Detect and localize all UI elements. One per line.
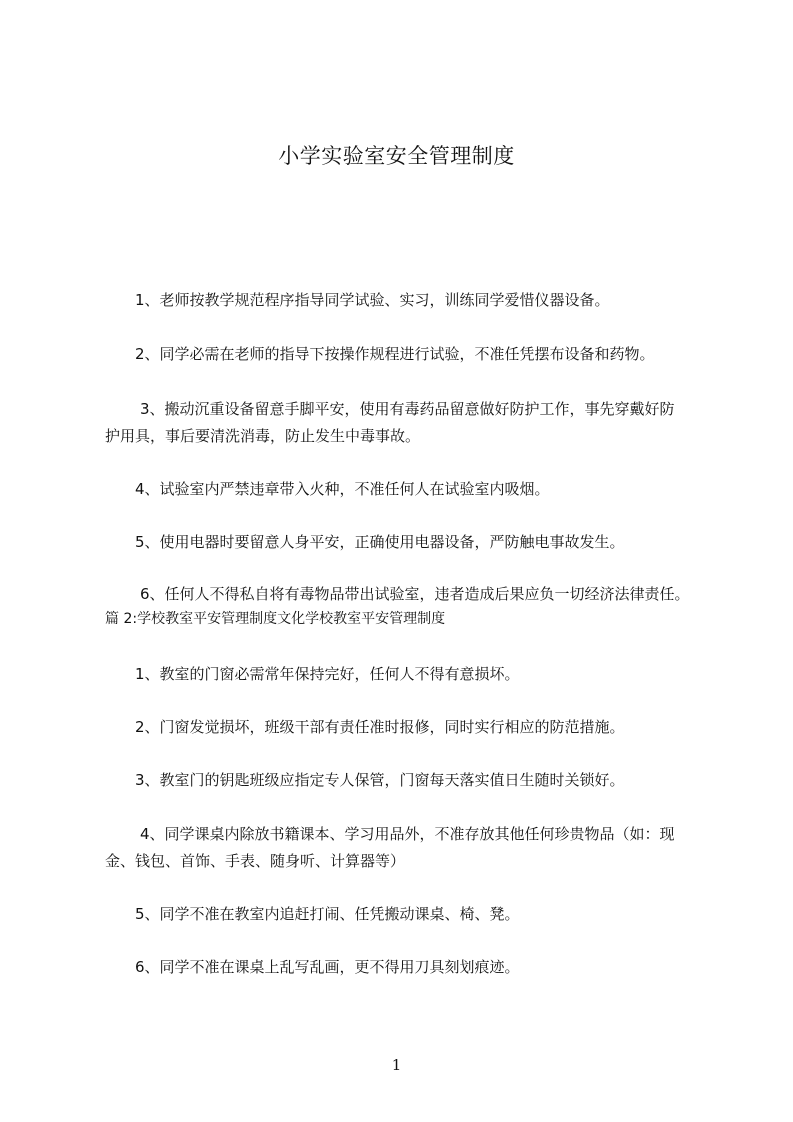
section1-item-4-text: 4、试验室内严禁违章带入火种，不准任何人在试验室内吸烟。: [135, 480, 550, 498]
section2-item-5: [105, 900, 725, 929]
section2-heading: 篇 2:学校教室平安管理制度文化学校教室平安管理制度: [105, 611, 446, 627]
section1-item-1-text: 1、老师按教学规范程序指导同学试验、实习，训练同学爱惜仪器设备。: [135, 291, 610, 309]
section1-item-2: [105, 340, 725, 369]
section2-item-3: [105, 766, 725, 795]
section2-item-4: [105, 820, 725, 849]
section2-item-4-text: 4、同学课桌内除放书籍课本、学习用品外，不准存放其他任何珍贵物品（如：现: [140, 825, 675, 843]
section1-item-3-continued-text: 护用具，事后要清洗消毒，防止发生中毒事故。: [105, 427, 421, 445]
section2-item-2-text: 2、门窗发觉损坏，班级干部有责任准时报修，同时实行相应的防范措施。: [135, 718, 625, 736]
section2-item-1-text: 1、教室的门窗必需常年保持完好，任何人不得有意损坏。: [135, 665, 520, 683]
section2-item-4-continued: [105, 847, 725, 876]
section2-item-6: [105, 953, 725, 982]
section1-item-6: [105, 580, 725, 609]
section1-item-2-text: 2、同学必需在老师的指导下按操作规程进行试验，不准任凭摆布设备和药物。: [135, 345, 655, 363]
section2-item-2: [105, 713, 725, 742]
section2-item-4-continued-text: 金、钱包、首饰、手表、随身听、计算器等）: [105, 852, 406, 870]
section2-item-1: [105, 660, 725, 689]
section1-item-3: [105, 395, 725, 424]
section1-item-5-text: 5、使用电器时要留意人身平安，正确使用电器设备，严防触电事故发生。: [135, 533, 625, 551]
section2-item-5-text: 5、同学不准在教室内追赶打闹、任凭搬动课桌、椅、凳。: [135, 905, 520, 923]
section1-item-1: [105, 286, 725, 315]
section1-item-4: [105, 475, 725, 504]
section2-item-3-text: 3、教室门的钥匙班级应指定专人保管，门窗每天落实值日生随时关锁好。: [135, 771, 625, 789]
section1-item-5: [105, 528, 725, 557]
document-title: 小学实验室安全管理制度: [278, 144, 515, 168]
page-number: 1: [391, 1056, 402, 1074]
section1-item-3-continued: [105, 422, 725, 451]
section2-item-6-text: 6、同学不准在课桌上乱写乱画，更不得用刀具刻划痕迹。: [135, 958, 520, 976]
section1-item-3-text: 3、搬动沉重设备留意手脚平安，使用有毒药品留意做好防护工作，事先穿戴好防: [140, 400, 675, 418]
section1-item-6-text: 6、任何人不得私自将有毒物品带出试验室，违者造成后果应负一切经济法律责任。: [140, 585, 690, 603]
